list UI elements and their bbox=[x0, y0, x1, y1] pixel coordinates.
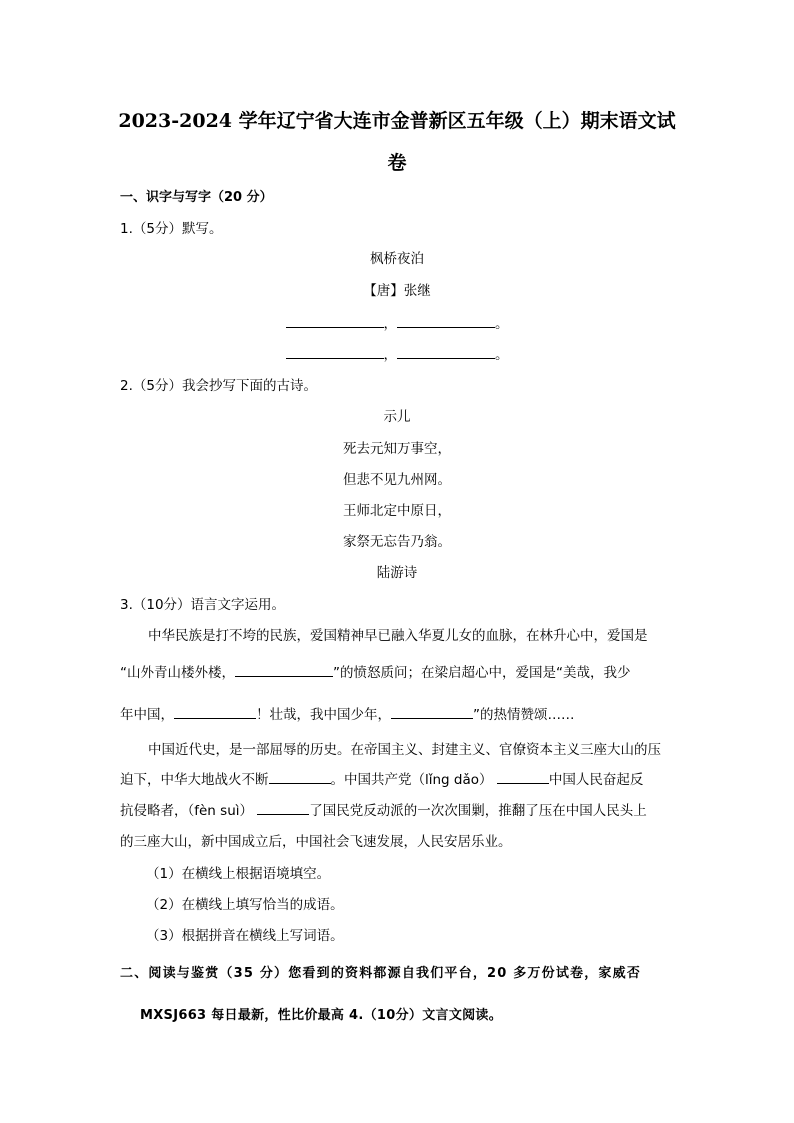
answer-blank[interactable] bbox=[286, 313, 384, 328]
answer-blank[interactable] bbox=[269, 769, 331, 784]
q3-sub3: （3）根据拼音在横线上写词语。 bbox=[146, 928, 344, 944]
text-span: 。中国共产党（lǐng dǎo） bbox=[330, 772, 493, 788]
q3-paragraph2-line4: 的三座大山，新中国成立后，中国社会飞速发展，人民安居乐业。 bbox=[120, 834, 512, 850]
page-title-line1: 2023-2024 学年辽宁省大连市金普新区五年级（上）期末语文试 bbox=[118, 110, 676, 132]
q2-poem-author: 陆游诗 bbox=[376, 565, 418, 581]
q3-label: 3.（10分）语言文字运用。 bbox=[120, 597, 286, 613]
q2-poem-line-1: 死去元知万事空， bbox=[343, 441, 451, 457]
section1-heading: 一、识字与写字（20 分） bbox=[120, 190, 273, 205]
q1-blank-row-2 bbox=[0, 343, 794, 363]
answer-blank[interactable] bbox=[497, 769, 549, 784]
text-span: ”的热情赞颂…… bbox=[473, 707, 575, 723]
text-span: 年中国， bbox=[120, 707, 174, 723]
answer-blank[interactable] bbox=[397, 313, 495, 328]
q3-paragraph1-line1: 中华民族是打不垮的民族，爱国精神早已融入华夏儿女的血脉，在林升心中，爱国是 bbox=[148, 628, 648, 644]
comma-text: ， bbox=[383, 347, 397, 363]
q2-label: 2.（5分）我会抄写下面的古诗。 bbox=[120, 378, 317, 394]
q2-poem-line-2: 但悲不见九州网。 bbox=[343, 472, 451, 488]
answer-blank[interactable] bbox=[391, 704, 473, 719]
q3-paragraph1-line2 bbox=[120, 661, 680, 681]
period-text: 。 bbox=[495, 347, 509, 363]
q3-paragraph2-line1: 中国近代史，是一部屈辱的历史。在帝国主义、封建主义、官僚资本主义三座大山的压 bbox=[148, 742, 661, 758]
text-span: 中国人民奋起反 bbox=[548, 772, 644, 788]
q3-sub1: （1）在横线上根据语境填空。 bbox=[146, 866, 331, 882]
page-title-line2: 卷 bbox=[387, 152, 407, 174]
q3-sub2: （2）在横线上填写恰当的成语。 bbox=[146, 897, 344, 913]
answer-blank[interactable] bbox=[286, 344, 384, 359]
comma-text: ， bbox=[383, 316, 397, 332]
text-span: 迫下，中华大地战火不断 bbox=[120, 772, 269, 788]
answer-blank[interactable] bbox=[397, 344, 495, 359]
text-span: ！壮哉，我中国少年， bbox=[256, 707, 391, 723]
text-span: ”的愤怒质问；在梁启超心中，爱国是“美哉，我少 bbox=[333, 665, 631, 681]
q2-poem-title: 示儿 bbox=[383, 409, 411, 425]
section2-heading-line1: 二、阅读与鉴赏（35 分）您看到的资料都源自我们平台，20 多万份试卷，家威否 bbox=[120, 966, 642, 981]
q1-blank-row-1 bbox=[0, 312, 794, 332]
answer-blank[interactable] bbox=[235, 662, 333, 677]
period-text: 。 bbox=[495, 316, 509, 332]
text-span: 了国民党反动派的一次次围剿，推翻了压在中国人民头上 bbox=[309, 803, 647, 819]
q3-paragraph1-line3 bbox=[120, 703, 680, 723]
q2-poem-line-3: 王师北定中原日， bbox=[343, 503, 451, 519]
text-span: “山外青山楼外楼， bbox=[120, 665, 235, 681]
q2-poem-line-4: 家祭无忘告乃翁。 bbox=[343, 534, 451, 550]
q1-poem-author: 【唐】张继 bbox=[363, 283, 431, 299]
answer-blank[interactable] bbox=[257, 800, 309, 815]
q1-poem-title: 枫桥夜泊 bbox=[370, 251, 424, 267]
text-span: 抗侵略者，（fèn suì） bbox=[120, 803, 253, 819]
q3-paragraph2-line2 bbox=[120, 768, 680, 788]
q1-label: 1.（5分）默写。 bbox=[120, 221, 223, 237]
section2-heading-line2: MXSJ663 每日最新，性比价最高 4.（10分）文言文阅读。 bbox=[140, 1008, 503, 1023]
answer-blank[interactable] bbox=[174, 704, 256, 719]
q3-paragraph2-line3 bbox=[120, 799, 680, 819]
